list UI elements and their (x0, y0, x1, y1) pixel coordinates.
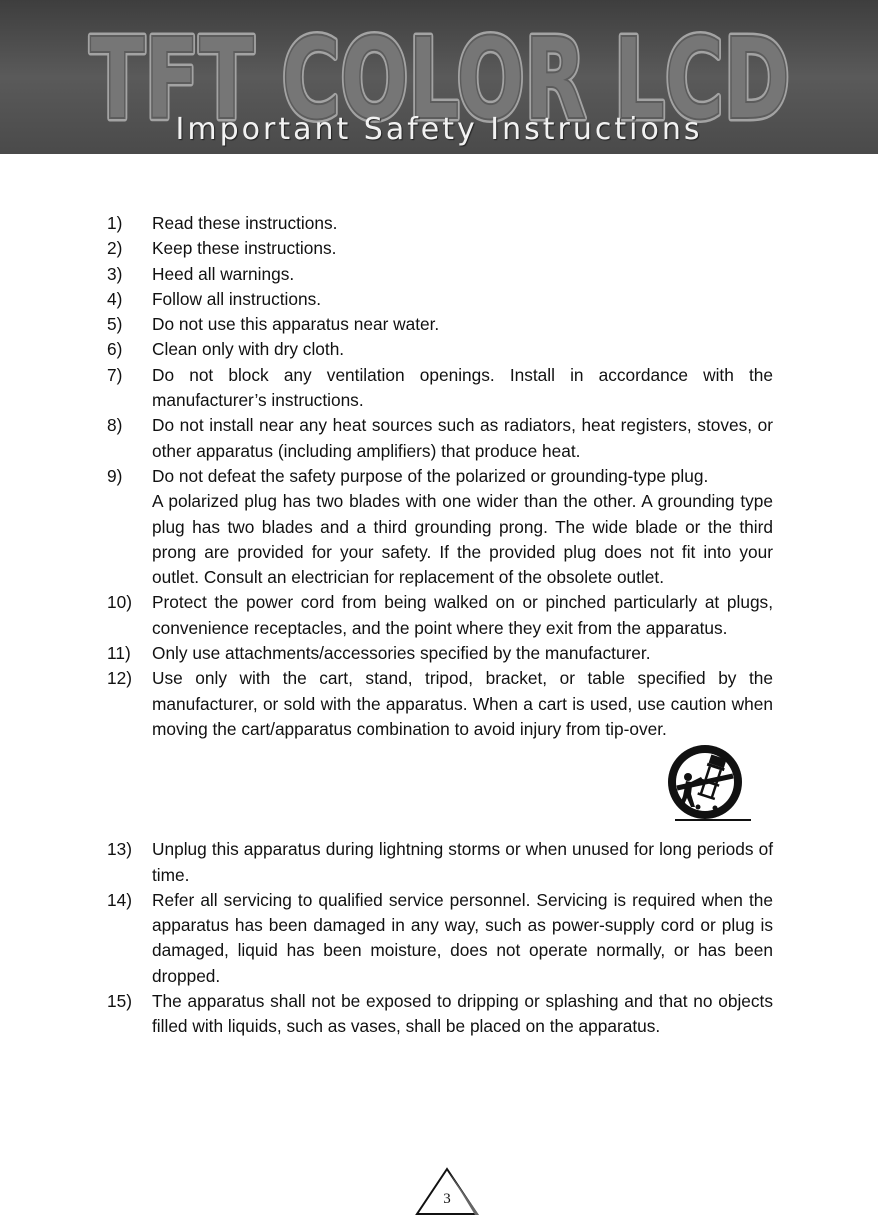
item-number: 15) (107, 991, 132, 1012)
item-text: Only use attachments/accessories specified by the manufacturer. (152, 643, 651, 664)
cart-warning-area (107, 744, 773, 830)
item-text: Do not install near any heat sources such as radiators, heat registers, stoves, or other apparatus (including amplifiers) that produce heat. (152, 415, 773, 461)
item-text: Keep these instructions. (152, 238, 337, 259)
item-text: Protect the power cord from being walked on or pinched particularly at plugs, convenience receptacles, and the point where they exit from the apparatus. (152, 592, 773, 638)
list-item (107, 312, 773, 337)
item-number: 9) (107, 465, 123, 486)
item-number: 7) (107, 364, 123, 385)
list-item (107, 262, 773, 287)
safety-instructions-list (107, 211, 773, 1040)
item-number: 12) (107, 668, 132, 689)
item-number: 3) (107, 263, 123, 284)
item-number: 11) (107, 643, 131, 664)
list-item (107, 337, 773, 362)
item-number: 1) (107, 213, 123, 233)
item-number: 2) (107, 238, 123, 259)
list-item (107, 989, 773, 1040)
item-text-continued: A polarized plug has two blades with one wider than the other. A grounding type plug has two blades and a third grounding prong. The wide blade or the third prong are provided for your safety. If the provided plug does not fit into your outlet. Consult an electrician for replacement of the obsolete outlet. (152, 491, 773, 588)
item-number: 13) (107, 839, 132, 860)
item-text: Heed all warnings. (152, 263, 295, 284)
list-item (107, 888, 773, 989)
item-text: Read these instructions. (152, 213, 338, 233)
item-text: Do not use this apparatus near water. (152, 314, 440, 335)
item-number: 6) (107, 339, 123, 360)
list-item (107, 287, 773, 312)
cart-tip-over-warning-icon (667, 744, 751, 828)
list-item (107, 211, 773, 236)
list-item (107, 837, 773, 888)
item-text: Follow all instructions. (152, 288, 322, 309)
list-item (107, 666, 773, 742)
item-text: The apparatus shall not be exposed to dripping or splashing and that no objects filled with liquids, such as vases, shall be placed on the apparatus. (152, 991, 773, 1037)
item-text: Unplug this apparatus during lightning storms or when unused for long periods of time. (152, 839, 773, 885)
item-number: 8) (107, 415, 123, 436)
page-number: 3 (443, 1191, 451, 1207)
list-item (107, 590, 773, 641)
list-item (107, 413, 773, 464)
item-number: 5) (107, 314, 123, 335)
item-number: 4) (107, 288, 123, 309)
list-item (107, 464, 773, 590)
page-title: Important Safety Instructions (175, 112, 703, 147)
logo-text-inner: TFT COLOR LCD (90, 15, 790, 145)
list-item (107, 641, 773, 666)
list-item (107, 363, 773, 414)
item-text-group (152, 464, 773, 590)
header-banner (0, 0, 878, 154)
page-number-badge (414, 1166, 480, 1216)
item-text: Do not block any ventilation openings. Install in accordance with the manufacturer’s instructions. (152, 364, 773, 411)
item-text: Do not defeat the safety purpose of the polarized or grounding-type plug. (152, 465, 709, 486)
logo-text: TFT COLOR LCD (90, 15, 790, 145)
item-number: 10) (107, 592, 132, 613)
list-item (107, 236, 773, 261)
item-text: Use only with the cart, stand, tripod, bracket, or table specified by the manufacturer, or sold with the apparatus. When a cart is used, use caution when moving the cart/apparatus combination to avoid injury from tip-over. (152, 668, 773, 739)
item-text: Clean only with dry cloth. (152, 339, 345, 360)
item-number: 14) (107, 889, 132, 910)
item-text: Refer all servicing to qualified service personnel. Servicing is required when the apparatus has been damaged in any way, such as power-supply cord or plug is damaged, liquid has been moisture, does not operate normally, or has been dropped. (152, 889, 773, 986)
